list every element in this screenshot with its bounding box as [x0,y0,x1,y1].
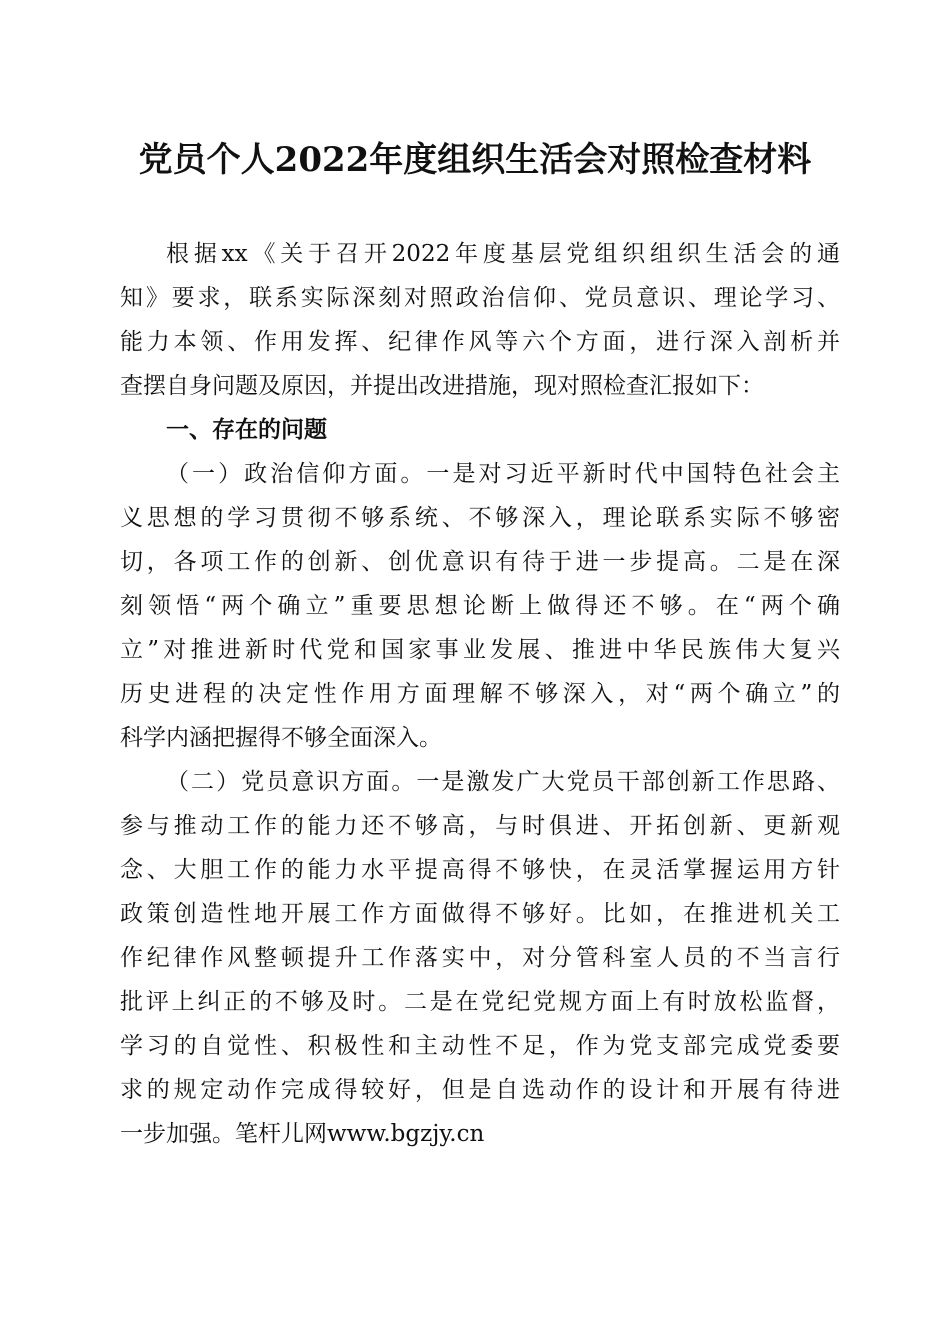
paragraph-line: 立”对推进新时代党和国家事业发展、推进中华民族伟大复兴 [120,637,840,663]
paragraph-line: 义思想的学习贯彻不够系统、不够深入，理论联系实际不够密 [120,505,840,531]
paragraph-line: （二）党员意识方面。一是激发广大党员干部创新工作思路、 [166,769,840,795]
paragraph-line: 参与推动工作的能力还不够高，与时俱进、开拓创新、更新观 [120,813,840,839]
paragraph-line: 求的规定动作完成得较好，但是自选动作的设计和开展有待进 [120,1077,840,1103]
paragraph-line: 历史进程的决定性作用方面理解不够深入，对“两个确立”的 [120,681,840,707]
paragraph-line: 学习的自觉性、积极性和主动性不足，作为党支部完成党委要 [120,1033,840,1059]
document-title: 党员个人2022年度组织生活会对照检查材料 [138,140,812,180]
section-heading: 一、存在的问题 [166,417,327,443]
paragraph-line: 能力本领、作用发挥、纪律作风等六个方面，进行深入剖析并 [120,329,840,355]
paragraph-line: 政策创造性地开展工作方面做得不够好。比如，在推进机关工 [120,901,840,927]
document-body [120,232,840,1156]
paragraph-line: 科学内涵把握得不够全面深入。 [120,725,442,751]
paragraph-line: 切，各项工作的创新、创优意识有待于进一步提高。二是在深 [120,549,840,575]
paragraph-line: 查摆自身问题及原因，并提出改进措施，现对照检查汇报如下： [120,373,764,399]
paragraph-line: 作纪律作风整顿提升工作落实中，对分管科室人员的不当言行 [120,945,840,971]
paragraph-line: 批评上纠正的不够及时。二是在党纪党规方面上有时放松监督， [120,989,840,1015]
paragraph-line: 刻领悟“两个确立”重要思想论断上做得还不够。在“两个确 [120,593,840,619]
paragraph-line: 念、大胆工作的能力水平提高得不够快，在灵活掌握运用方针 [120,857,840,883]
paragraph-line: 知》要求，联系实际深刻对照政治信仰、党员意识、理论学习、 [120,285,840,311]
paragraph-line: （一）政治信仰方面。一是对习近平新时代中国特色社会主 [166,461,840,487]
paragraph-line: 根据xx《关于召开2022年度基层党组织组织生活会的通 [166,241,840,267]
paragraph-line: 一步加强。笔杆儿网www.bgzjy.cn [120,1121,485,1147]
